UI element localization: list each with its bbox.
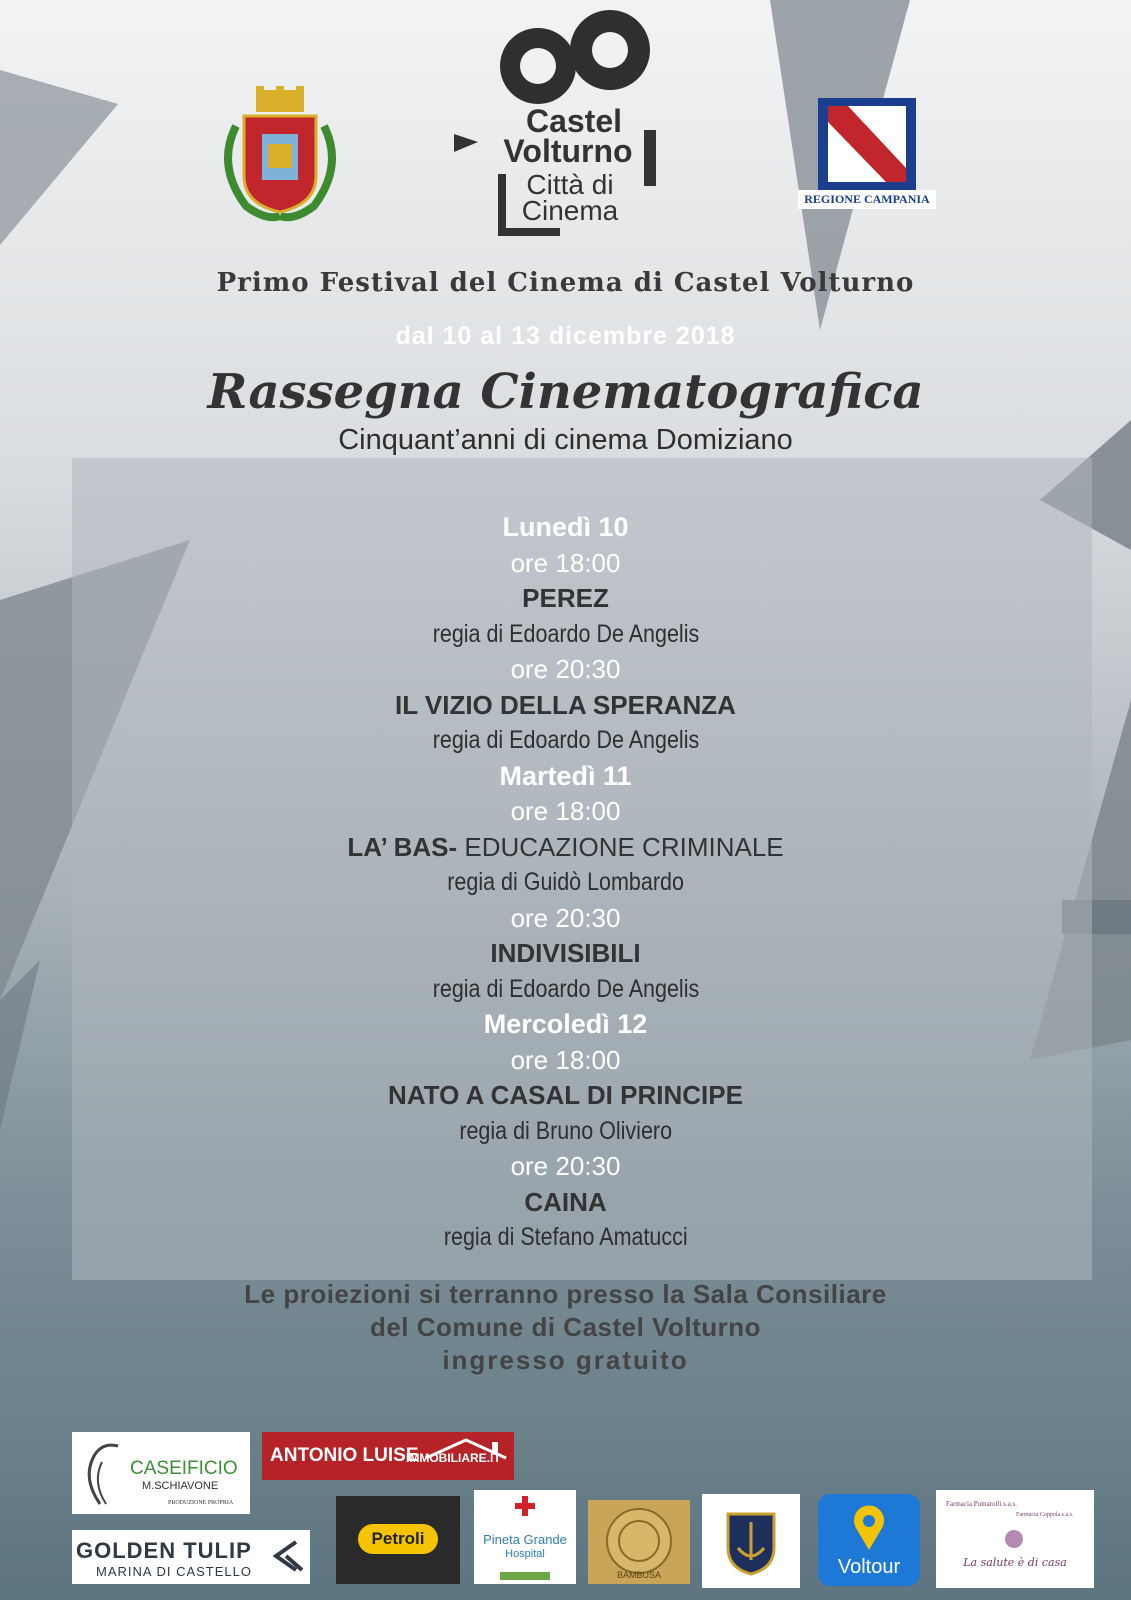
film-title xyxy=(0,1185,1131,1221)
sponsor-anchor-crest xyxy=(702,1494,800,1588)
voltour-label: Voltour xyxy=(837,1556,901,1578)
sponsor-antonio-luise xyxy=(262,1432,514,1480)
film-title-bold: PEREZ xyxy=(522,583,609,613)
festival-title: Primo Festival del Cinema di Castel Volturno xyxy=(216,268,915,298)
sponsor-voltour xyxy=(818,1494,920,1586)
red-cross-icon xyxy=(515,1496,535,1516)
region-flag-icon xyxy=(818,98,916,190)
farmacia-1-label: Farmacia Pumarolli s.a.s. xyxy=(946,1500,1017,1508)
screening-time: ore 18:00 xyxy=(510,796,621,826)
sponsor-bambusa xyxy=(588,1500,690,1584)
golden-tulip-emblem-icon xyxy=(270,1538,306,1574)
caseificio-owner: M.SCHIAVONE xyxy=(142,1480,219,1492)
film-director: regia di Stefano Amatucci xyxy=(443,1223,688,1251)
logo-word-castel: Castel xyxy=(525,103,623,139)
logo-word-citta: Città di xyxy=(526,169,614,200)
sponsor-caseificio xyxy=(72,1432,250,1514)
pineta-line-2: Hospital xyxy=(505,1548,545,1560)
festival-dates: dal 10 al 13 dicembre 2018 xyxy=(395,322,736,350)
film-title-bold: NATO A CASAL DI PRINCIPE xyxy=(388,1080,743,1110)
tulip-name: GOLDEN TULIP xyxy=(76,1538,252,1563)
film-title-bold: IL VIZIO DELLA SPERANZA xyxy=(395,689,736,720)
logo-word-cinema: Cinema xyxy=(521,195,619,226)
farmacia-2-label: Farmacia Coppola s.a.s. xyxy=(1016,1512,1074,1518)
mozzarella-icon xyxy=(80,1438,126,1508)
sponsor-farmacia xyxy=(936,1490,1094,1588)
luise-suffix: IMMOBILIARE.IT xyxy=(406,1451,501,1465)
film-title xyxy=(0,1078,1131,1114)
municipal-crest-icon xyxy=(216,86,344,226)
main-title: Rassegna Cinematografica xyxy=(207,364,924,420)
sponsor-pineta-grande xyxy=(474,1490,576,1584)
free-entry: ingresso gratuito xyxy=(442,1345,689,1375)
venue-line-1: Le proiezioni si terranno presso la Sala Consiliare xyxy=(244,1279,887,1309)
castel-volturno-cinema-logo xyxy=(446,8,676,240)
program-schedule xyxy=(0,510,1131,1256)
film-title-light: EDUCAZIONE CRIMINALE xyxy=(457,831,784,862)
screening-time: ore 18:00 xyxy=(510,547,621,578)
venue-info xyxy=(0,1278,1131,1377)
bambusa-medal-icon xyxy=(604,1506,674,1576)
screening-time: ore 20:30 xyxy=(510,654,621,684)
pharmacy-emblem-icon xyxy=(1002,1528,1026,1550)
day-heading: Martedì 11 xyxy=(499,760,632,791)
caseificio-name: CASEIFICIO xyxy=(130,1458,238,1479)
film-title-bold: INDIVISIBILI xyxy=(490,938,641,968)
sponsor-golden-tulip xyxy=(72,1530,310,1584)
day-heading: Lunedì 10 xyxy=(502,512,629,542)
film-title xyxy=(0,581,1131,617)
film-director: regia di Bruno Oliviero xyxy=(459,1116,672,1145)
film-director: regia di Guidò Lombardo xyxy=(447,868,684,896)
caseificio-tagline: PRODUZIONE PROPRIA xyxy=(168,1500,234,1506)
subtitle: Cinquant’anni di cinema Domiziano xyxy=(338,424,793,456)
film-director: regia di Edoardo De Angelis xyxy=(432,974,699,1003)
film-title xyxy=(0,688,1131,724)
film-title xyxy=(0,830,1131,866)
day-heading: Mercoledì 12 xyxy=(483,1009,648,1039)
screening-time: ore 20:30 xyxy=(510,902,621,933)
film-director: regia di Edoardo De Angelis xyxy=(432,726,699,754)
location-pin-icon xyxy=(852,1504,886,1552)
farmacia-motto: La salute è di casa xyxy=(963,1556,1067,1569)
anchor-crest-icon xyxy=(724,1504,778,1576)
petroli-label: Petroli xyxy=(371,1529,425,1548)
screening-time: ore 20:30 xyxy=(510,1151,621,1181)
sponsor-petroli xyxy=(336,1496,460,1584)
regione-campania-logo xyxy=(798,98,936,222)
film-director: regia di Edoardo De Angelis xyxy=(432,619,699,648)
screening-time: ore 18:00 xyxy=(510,1044,621,1075)
film-title xyxy=(0,936,1131,972)
film-title-bold: LA’ BAS- xyxy=(347,831,458,862)
region-label: REGIONE CAMPANIA xyxy=(798,190,936,209)
film-title-bold: CAINA xyxy=(524,1186,607,1217)
tulip-place: MARINA DI CASTELLO xyxy=(96,1564,252,1579)
bambusa-label: BAMBUSA xyxy=(616,1570,661,1580)
venue-line-2: del Comune di Castel Volturno xyxy=(369,1312,762,1342)
pineta-line-1: Pineta Grande xyxy=(483,1532,567,1547)
luise-name: ANTONIO LUISE xyxy=(270,1445,419,1466)
logo-word-volturno: Volturno xyxy=(503,133,633,169)
